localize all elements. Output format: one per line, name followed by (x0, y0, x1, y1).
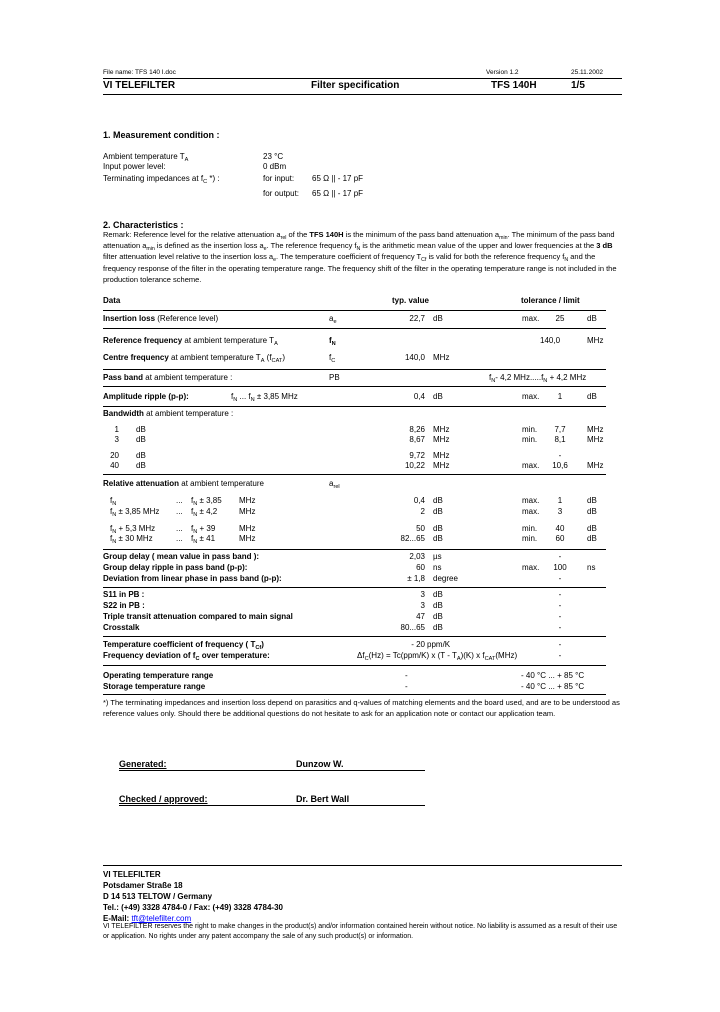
centre-freq-unit: MHz (433, 353, 450, 362)
s11-label: S11 in PB : (103, 590, 145, 599)
centre-freq-symbol: $f_C$ (329, 353, 336, 364)
phase-dev-unit: degree (433, 574, 458, 583)
ra-dots: ... (176, 507, 183, 516)
disclaimer: VI TELEFILTER reserves the right to make changes in the product(s) and/or information contained herein without notice. No liability is assumed as a result of their use or application. No rights under any patent accompany the sale of any such product(s) or information. (103, 923, 618, 940)
crosstalk-typ: 80...65 (400, 623, 425, 632)
insertion-loss-label: Insertion loss (Reference level) (103, 314, 219, 323)
bw-limu: MHz (587, 425, 604, 434)
input-power-label: Input power level: (103, 162, 166, 171)
bw-level-unit: dB (136, 461, 146, 470)
ambient-label: Ambient temperature $T_A$ (103, 152, 189, 163)
group-ripple-typ: 60 (416, 563, 425, 572)
bw-level-unit: dB (136, 451, 146, 460)
ripple-range: $f_N$ ... $f_N \pm 3,85$ MHz (231, 392, 298, 403)
ra-lim: max. (522, 507, 540, 516)
tcf-limv: - (558, 640, 562, 649)
ra-limu: dB (587, 496, 597, 505)
phase-dev-typ: ± 1,8 (407, 574, 425, 583)
generated-label: Generated: (119, 759, 167, 769)
footnote: *) The terminating impedances and insertion loss depend on parasitics and q-values of matching elements and the board used, and are to be understood as reference values only. Should there be additional questions do not hesitate to ask for an application note or contact our application team. (103, 698, 620, 718)
ra-from: $f_N$ (110, 496, 117, 507)
group-delay-limv: - (558, 552, 562, 561)
impedance-label: Terminating impedances at $f_C$ *) : (103, 174, 220, 185)
ra-to: $f_N \pm 4,2$ (191, 507, 218, 518)
ra-to-unit: MHz (239, 534, 256, 543)
bw-typ: 8,26 (409, 425, 425, 434)
ra-limu: dB (587, 534, 597, 543)
ra-typ: 50 (416, 524, 425, 533)
for-input-label: for input: (263, 174, 295, 183)
bw-limv: 7,7 (554, 425, 566, 434)
insertion-loss-limv: 25 (555, 314, 565, 323)
col-tolerance: tolerance / limit (521, 296, 580, 305)
st-temp-typ: - (405, 682, 408, 691)
ra-dots: ... (176, 496, 183, 505)
freq-dev-limv: - (558, 651, 562, 660)
bw-level: 1 (114, 425, 119, 434)
bw-level-unit: dB (136, 425, 146, 434)
address-city: D 14 513 TELTOW / Germany (103, 892, 213, 901)
group-ripple-unit: ns (433, 563, 442, 572)
st-temp-limv: - 40 °C ... + 85 °C (521, 682, 585, 691)
group-ripple-lim: max. (522, 563, 540, 572)
generated-name: Dunzow W. (296, 759, 344, 769)
tcf-label: Temperature coefficient of frequency ( $T_{Cf}$) (103, 640, 264, 651)
header-doc-type: Filter specification (311, 80, 400, 91)
group-delay-typ: 2,03 (409, 552, 425, 561)
address-block (103, 869, 283, 924)
ripple-limu: dB (587, 392, 597, 401)
ra-typ: 82...65 (400, 534, 425, 543)
ra-to: $f_N \pm 41$ (191, 534, 216, 545)
header-product: TFS 140H (491, 80, 537, 91)
bw-limv: 10,6 (552, 461, 568, 470)
s22-typ: 3 (420, 601, 425, 610)
ra-lim: min. (522, 534, 538, 543)
bw-unit: MHz (433, 435, 450, 444)
ra-typ: 0,4 (413, 496, 425, 505)
ra-limu: dB (587, 507, 597, 516)
bw-unit: MHz (433, 451, 450, 460)
tcf-typ: - 20 (411, 640, 425, 649)
group-delay-label: Group delay ( mean value in pass band ): (103, 552, 260, 561)
address-company: VI TELEFILTER (103, 870, 161, 879)
ra-lim: min. (522, 524, 538, 533)
ra-unit: dB (433, 496, 443, 505)
address-email-row: E-Mail: tft@telefilter.com (103, 914, 192, 923)
ra-limu: dB (587, 524, 597, 533)
section2-title: 2. Characteristics : (103, 220, 184, 230)
pass-band-range: $f_N-$ 4,2 $MHz.....f_N + 4,2$ MHz (489, 373, 587, 384)
group-ripple-limv: 100 (553, 563, 567, 572)
group-delay-unit: µs (433, 552, 442, 561)
centre-freq-typ: 140,0 (404, 353, 425, 362)
op-temp-label: Operating temperature range (103, 671, 214, 680)
checked-name: Dr. Bert Wall (296, 794, 350, 804)
crosstalk-unit: dB (433, 623, 443, 632)
rel-att-label: Relative attenuation at ambient temperature (103, 479, 264, 488)
ra-limv: 3 (557, 507, 563, 516)
ra-to: $f_N + 39$ (191, 524, 216, 535)
bw-limv: 8,1 (554, 435, 566, 444)
header-page: 1/5 (571, 80, 585, 91)
s22-limv: - (558, 601, 562, 610)
ra-to: $f_N \pm 3,85$ (191, 496, 222, 507)
ra-from: $f_N + 5,3$ MHz (110, 524, 156, 535)
bw-limv: - (558, 451, 562, 460)
bw-typ: 10,22 (404, 461, 425, 470)
freq-dev-label: Frequency deviation of $f_C$ over temperature: (103, 651, 270, 662)
ra-limv: 40 (555, 524, 565, 533)
ra-unit: dB (433, 524, 443, 533)
insertion-loss-typ: 22,7 (409, 314, 425, 323)
triple-transit-limv: - (558, 612, 562, 621)
col-typ: typ. value (392, 296, 429, 305)
ra-unit: dB (433, 507, 443, 516)
ripple-unit: dB (433, 392, 443, 401)
bw-level-unit: dB (136, 435, 146, 444)
triple-transit-label: Triple transit attenuation compared to main signal (103, 612, 293, 621)
st-temp-label: Storage temperature range (103, 682, 206, 691)
op-temp-typ: - (405, 671, 408, 680)
doc-date: 25.11.2002 (571, 69, 604, 76)
s11-unit: dB (433, 590, 443, 599)
op-temp-limv: - 40 °C ... + 85 °C (521, 671, 585, 680)
ra-from: $f_N \pm 3,85$ MHz (110, 507, 160, 518)
bw-unit: MHz (433, 425, 450, 434)
tcf-unit: ppm/K (427, 640, 451, 649)
ripple-label: Amplitude ripple (p-p): (103, 392, 189, 401)
s22-label: S22 in PB : (103, 601, 145, 610)
ref-freq-limu: MHz (587, 336, 604, 345)
bw-typ: 8,67 (409, 435, 425, 444)
ripple-lim: max. (522, 392, 540, 401)
ra-limv: 60 (555, 534, 565, 543)
rel-att-symbol: $a_{rel}$ (329, 479, 340, 490)
input-impedance: 65 Ω || - 17 pF (312, 174, 364, 183)
insertion-loss-limu: dB (587, 314, 597, 323)
for-output-label: for output: (263, 189, 300, 198)
ref-freq-limv: 140,0 (540, 336, 561, 345)
pass-band-label: Pass band at ambient temperature : (103, 373, 233, 382)
centre-freq-label: Centre frequency at ambient temperature $T_A$ $(f_{CAT})$ (103, 353, 285, 364)
bw-level: 3 (114, 435, 119, 444)
bw-lim: min. (522, 425, 538, 434)
ra-to-unit: MHz (239, 524, 256, 533)
checked-label: Checked / approved: (119, 794, 208, 804)
group-ripple-label: Group delay ripple in pass band (p-p): (103, 563, 248, 572)
phase-dev-label: Deviation from linear phase in pass band (p-p): (103, 574, 282, 583)
triple-transit-unit: dB (433, 612, 443, 621)
bw-lim: min. (522, 435, 538, 444)
triple-transit-typ: 47 (416, 612, 425, 621)
ambient-value: 23 °C (263, 152, 284, 161)
pass-band-symbol: PB (329, 373, 340, 382)
header-company: VI TELEFILTER (103, 80, 176, 91)
output-impedance: 65 Ω || - 17 pF (312, 189, 364, 198)
crosstalk-limv: - (558, 623, 562, 632)
input-power-value: 0 dBm (263, 162, 287, 171)
ra-from: $f_N \pm 30$ MHz (110, 534, 153, 545)
address-phone: Tel.: (+49) 3328 4784-0 / Fax: (+49) 3328 4784-30 (103, 903, 283, 912)
address-street: Potsdamer Straße 18 (103, 881, 183, 890)
s11-limv: - (558, 590, 562, 599)
bandwidth-label: Bandwidth at ambient temperature : (103, 409, 234, 418)
s11-typ: 3 (420, 590, 425, 599)
col-data: Data (103, 296, 121, 305)
ra-to-unit: MHz (239, 496, 256, 505)
insertion-loss-lim: max. (522, 314, 540, 323)
ra-dots: ... (176, 524, 183, 533)
insertion-loss-symbol: $a_e$ (329, 314, 337, 325)
version: Version 1.2 (486, 69, 519, 76)
email-link[interactable]: tft@telefilter.com (131, 914, 192, 923)
ra-unit: dB (433, 534, 443, 543)
remark-paragraph: Remark: Reference level for the relative attenuation $a_{rel}$ of the TFS 140H is the minimum of the pass band attenuation $a_{min}$. The minimum of the pass band attenuation $a_{min}$ is defined as the insertion loss $a_e$. The reference frequency $f_N$ is the arithmetic mean value of the upper and lower frequencies at the 3 dB filter attenuation level relative to the insertion loss $a_e$. The temperature coefficient of frequency $T_{Cf}$ is valid for both the reference frequency $f_N$ and the frequency response of the filter in the operating temperature range. The frequency shift of the filter in the operating temperature range is not included in the production tolerance scheme. (103, 230, 617, 284)
ripple-typ: 0,4 (413, 392, 425, 401)
group-ripple-limu: ns (587, 563, 596, 572)
bw-limu: MHz (587, 461, 604, 470)
bw-lim: max. (522, 461, 540, 470)
ra-typ: 2 (420, 507, 425, 516)
s22-unit: dB (433, 601, 443, 610)
ripple-limv: 1 (557, 392, 563, 401)
ra-limv: 1 (557, 496, 563, 505)
crosstalk-label: Crosstalk (103, 623, 140, 632)
bw-limu: MHz (587, 435, 604, 444)
ra-dots: ... (176, 534, 183, 543)
bw-unit: MHz (433, 461, 450, 470)
insertion-loss-unit: dB (433, 314, 443, 323)
section1-title: 1. Measurement condition : (103, 130, 220, 140)
bw-level: 40 (110, 461, 119, 470)
bw-typ: 9,72 (409, 451, 425, 460)
freq-dev-formula: $\Delta f_C(Hz) = Tc(ppm/K)$ x $(T - T_A)(K)$ x $f_{CAT}(MHz)$ (357, 651, 518, 662)
ra-to-unit: MHz (239, 507, 256, 516)
file-name: File name: TFS 140 I.doc (103, 69, 176, 76)
ref-freq-symbol: $f_N$ (329, 336, 336, 347)
ref-freq-label: Reference frequency at ambient temperature $T_A$ (103, 336, 278, 347)
phase-dev-limv: - (558, 574, 562, 583)
bw-level: 20 (110, 451, 119, 460)
ra-lim: max. (522, 496, 540, 505)
